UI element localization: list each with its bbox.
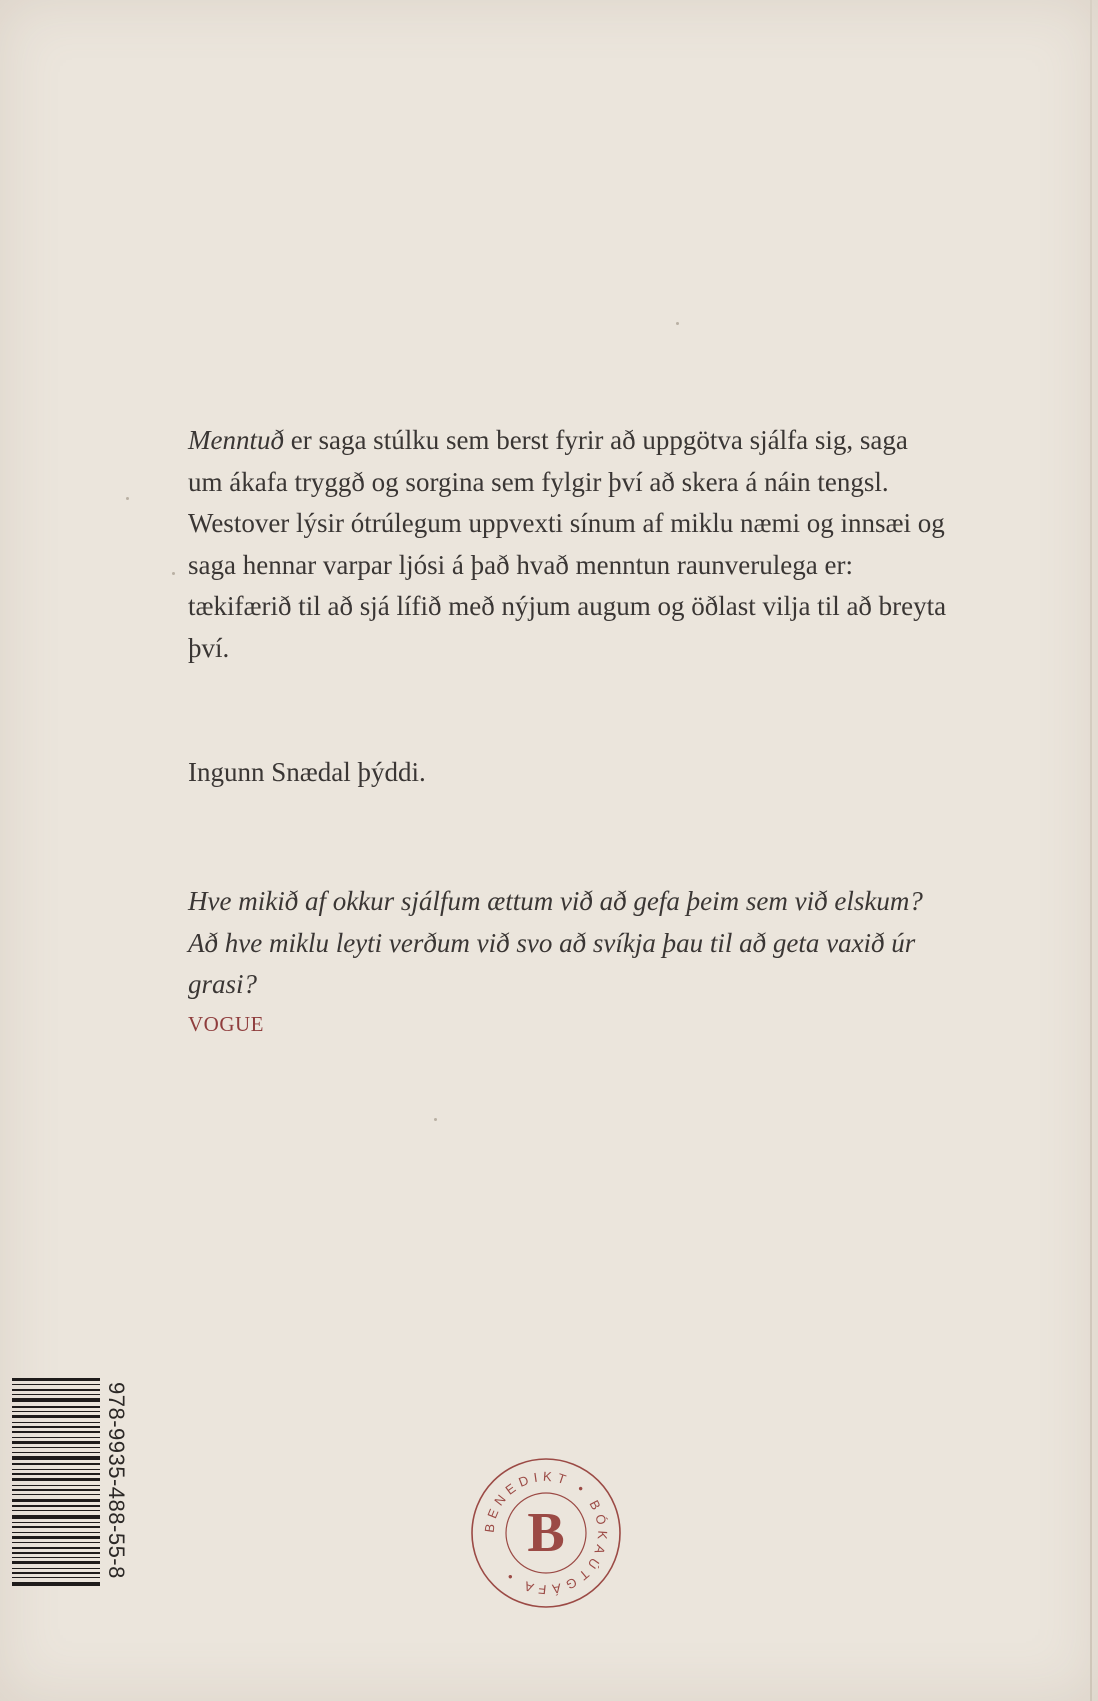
barcode-bar xyxy=(12,1515,100,1519)
barcode-bar xyxy=(12,1572,100,1574)
barcode-bar xyxy=(12,1542,100,1543)
isbn-number: 978-9935-488-55-8 xyxy=(104,1382,129,1579)
barcode-bar xyxy=(12,1489,100,1491)
barcode-bar xyxy=(12,1422,100,1423)
book-title-italic: Menntuð xyxy=(188,425,284,455)
barcode-bar xyxy=(12,1437,100,1438)
barcode-bar xyxy=(12,1441,100,1444)
barcode-bar xyxy=(12,1426,100,1428)
review-quote: Hve mikið af okkur sjálfum ættum við að gefa þeim sem við elskum? Að hve miklu leyti verðum við svo að svíkja þau til að geta vaxið úr grasi? xyxy=(188,886,923,999)
barcode-bar xyxy=(12,1526,100,1528)
barcode-bar xyxy=(12,1406,100,1408)
barcode-bar xyxy=(12,1532,100,1533)
barcode-bar xyxy=(12,1398,100,1402)
barcode-bar xyxy=(12,1568,100,1569)
barcode-bar xyxy=(12,1547,100,1549)
barcode-bar xyxy=(12,1499,100,1502)
barcode-bar xyxy=(12,1394,100,1395)
barcode-bar xyxy=(12,1411,100,1412)
cover-edge xyxy=(1090,0,1092,1701)
barcode-bar xyxy=(12,1485,100,1486)
barcode-bar xyxy=(12,1447,100,1448)
barcode-bar xyxy=(12,1505,100,1507)
barcode-bar xyxy=(12,1456,100,1460)
barcode-bar xyxy=(12,1478,100,1481)
barcode-bar xyxy=(12,1557,100,1558)
barcode-bar xyxy=(12,1463,100,1465)
barcode-bar xyxy=(12,1536,100,1539)
publisher-logo xyxy=(468,1455,624,1611)
barcode-bar xyxy=(12,1452,100,1453)
barcode-bar xyxy=(12,1494,100,1495)
translator-credit: Ingunn Snædal þýddi. xyxy=(188,757,426,787)
barcode-bar xyxy=(12,1384,100,1385)
logo-letter: B xyxy=(527,1502,565,1564)
barcode-bar xyxy=(12,1431,100,1433)
barcode-bar xyxy=(12,1582,100,1586)
barcode-bar xyxy=(12,1577,100,1578)
blurb-paragraph xyxy=(188,420,948,669)
barcode-bar xyxy=(12,1415,100,1418)
barcode xyxy=(12,1378,100,1586)
barcode-bar xyxy=(12,1378,100,1381)
barcode-bar xyxy=(12,1561,100,1564)
review-source: VOGUE xyxy=(188,1012,264,1036)
barcode-bar xyxy=(12,1473,100,1475)
barcode-bar xyxy=(12,1469,100,1470)
barcode-bar xyxy=(12,1389,100,1391)
barcode-bar xyxy=(12,1522,100,1523)
barcode-bar xyxy=(12,1510,100,1511)
logo-ring-text: BENEDIKT • BÓKAÚTGÁFA • xyxy=(481,1468,611,1598)
blurb-text: er saga stúlku sem berst fyrir að uppgötva sjálfa sig, saga um ákafa tryggð og sorgina sem fylgir því að skera á náin tengsl. Westover lýsir ótrúlegum uppvexti sínum af miklu næmi og innsæi og saga hennar varpar ljósi á það hvað menntun raunverulega er: tækifærið til að sjá lífið með nýjum augum og öðlast vilja til að breyta því. xyxy=(188,425,947,663)
barcode-bar xyxy=(12,1552,100,1554)
